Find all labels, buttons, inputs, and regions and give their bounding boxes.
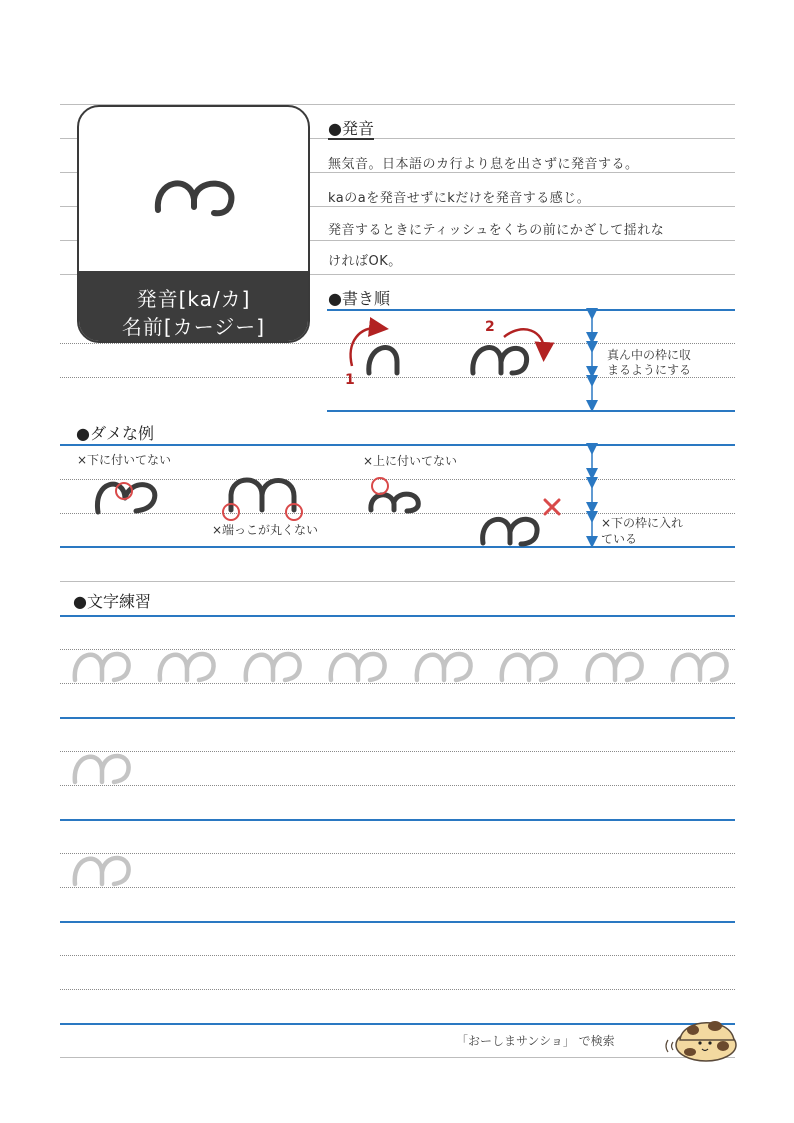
trace-glyph (417, 654, 471, 680)
stroke-2-number: 2 (485, 319, 495, 335)
trace-glyph (75, 858, 129, 884)
dotted-guide-line (60, 989, 735, 990)
stroke-1-arrow (351, 328, 379, 366)
dotted-guide-line (60, 751, 735, 752)
bad-example-label-not-bottom: ×下に付いてない (77, 453, 172, 467)
stroke-1-number: 1 (345, 372, 355, 388)
trace-glyph (160, 654, 214, 680)
dotted-guide-line (60, 479, 735, 480)
trace-glyph (75, 756, 129, 782)
footer-search-text: 「おーしまサンショ」 で検索 (456, 1034, 615, 1048)
dotted-guide-line (60, 853, 735, 854)
turtle-mascot-icon (666, 1021, 736, 1061)
blue-rule-line (60, 717, 735, 719)
bad-glyph-4 (483, 519, 537, 544)
bad-glyph-2 (231, 480, 294, 510)
practice-trace-row (75, 756, 129, 782)
trace-glyph (331, 654, 385, 680)
dotted-guide-line (60, 683, 735, 684)
bad-example-label-not-top: ×上に付いてない (363, 454, 458, 468)
stroke-1-glyph (369, 348, 397, 373)
stroke-order-note-line-2: まるようにする (607, 363, 692, 377)
trace-glyph (588, 654, 642, 680)
rule-line (60, 1057, 735, 1058)
bad-example-label-lower-frame-2: ている (601, 532, 638, 546)
pronunciation-line-1: 無気音。日本語のカ行より息を出さずに発音する。 (328, 157, 639, 172)
bad-example-label-lower-frame-1: ×下の枠に入れ (601, 516, 684, 530)
blue-rule-line (327, 410, 735, 412)
blue-rule-line (60, 921, 735, 923)
error-marker-circle (223, 504, 239, 520)
bad-examples-heading: ●ダメな例 (76, 424, 154, 443)
dotted-guide-line (60, 649, 735, 650)
error-marker-circle (116, 483, 132, 499)
letter-card (77, 105, 310, 343)
dotted-guide-line (60, 955, 735, 956)
rule-line (60, 581, 735, 582)
pronunciation-heading: ●発音 (328, 119, 374, 138)
stroke-2-glyph (473, 348, 527, 373)
trace-glyph (673, 654, 727, 680)
practice-trace-row (75, 858, 129, 884)
pronunciation-line-4: ければOK。 (328, 254, 402, 269)
blue-rule-line (60, 615, 735, 617)
card-name-label: 名前[カージー] (121, 315, 266, 339)
blue-rule-line (60, 1023, 735, 1025)
pronunciation-line-2: kaのaを発音せずにkだけを発音する感じ。 (328, 191, 591, 206)
error-x-mark (545, 500, 559, 514)
blue-rule-line (327, 309, 735, 311)
trace-glyph (502, 654, 556, 680)
bad-glyph-1 (97, 484, 154, 512)
blue-rule-line (60, 819, 735, 821)
card-pronunciation-label: 発音[ka/カ] (136, 287, 251, 311)
stroke-order-heading: ●書き順 (328, 289, 390, 308)
stroke-2-arrow (504, 329, 544, 352)
bad-example-label-not-round: ×端っこが丸くない (212, 523, 319, 537)
dotted-guide-line (60, 785, 735, 786)
bad-glyph-3 (371, 494, 418, 511)
blue-rule-line (60, 444, 735, 446)
trace-glyph (246, 654, 300, 680)
stroke-order-note-line-1: 真ん中の枠に収 (607, 348, 692, 362)
practice-trace-row (75, 654, 727, 680)
dotted-guide-line (60, 887, 735, 888)
error-marker-circle (286, 504, 302, 520)
practice-heading: ●文字練習 (73, 592, 151, 611)
trace-glyph (75, 654, 129, 680)
dotted-guide-line (60, 343, 735, 344)
error-marker-circle (372, 478, 388, 494)
pronunciation-line-3: 発音するときにティッシュをくちの前にかざして揺れな (328, 223, 665, 238)
